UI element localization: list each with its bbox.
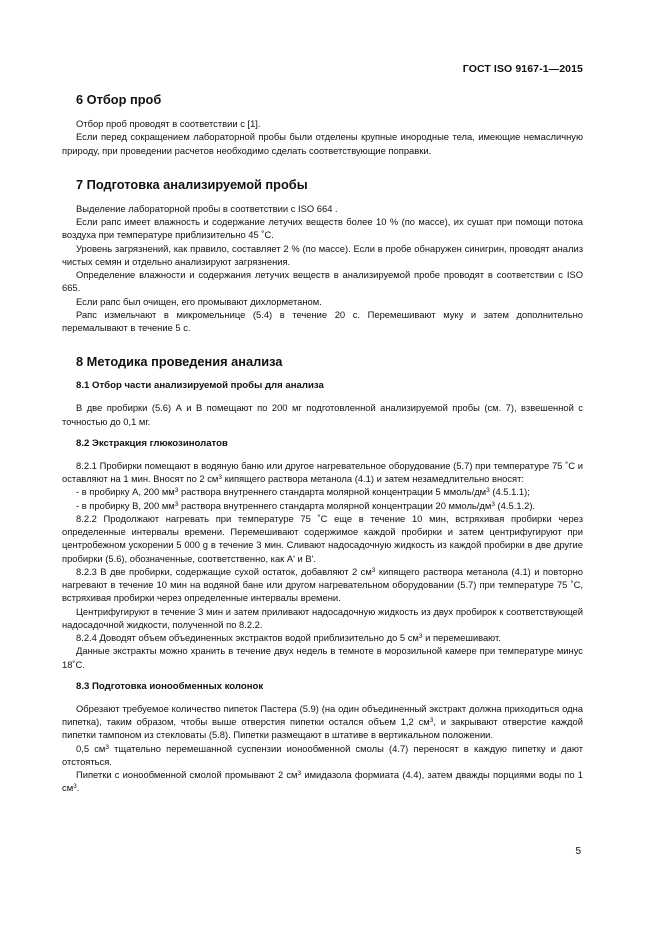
list-item-tube-b: - в пробирку В, 200 $мм^3$ раствора внутреннего стандарта молярной концентрации 20 ммоль/$дм^3$ (4.5.1.2). bbox=[76, 499, 536, 511]
paragraph-8-2-4-continued: Данные экстракты можно хранить в течение двух недель в темноте в морозильной камере при температуре минус 18˚С. bbox=[62, 645, 583, 670]
section-7-title: 7 Подготовка анализируемой пробы bbox=[76, 176, 308, 192]
subsection-8-2-title: 8.2 Экстракция глюкозинолатов bbox=[76, 437, 228, 449]
paragraph-8-3-3: Пипетки с ионообменной смолой промывают 2 $см^3$ имидазола формиата (4.4), затем дважды порциями воды по 1 $см^3$. bbox=[62, 769, 583, 794]
paragraph-8-2-2: 8.2.2 Продолжают нагревать при температуре 75 ˚С еще в течение 10 мин, встряхивая пробирки через определенные интервалы времени. Перемешивают содержимое каждой пробирки и затем центрифугируют при центробежном ускорении 5 000 g в течение 3 мин. Сливают надосадочную жидкость из каждой пробирки в две другие пробирки (5.6), обозначенные, соответственно, как А' и В'. bbox=[62, 512, 583, 564]
paragraph-8-2-1: 8.2.1 Пробирки помещают в водяную баню или другое нагревательное оборудование (5.7) при температуре 75 ˚С и оставляют на 1 мин. Вносят по 2 $см^3$ кипящего раствора метанола (4.1) и затем незамедлительно вносят: bbox=[62, 459, 583, 484]
section-7-paragraph-2: Если рапс имеет влажность и содержание летучих веществ более 10 % (по массе), их сушат при помощи потока воздуха при температуре приблизительно 45 ˚С. bbox=[62, 216, 583, 241]
section-6-paragraph-1: Отбор проб проводят в соответствии с [1]. bbox=[76, 118, 261, 129]
section-7-paragraph-6: Рапс измельчают в микромельнице (5.4) в течение 20 с. Перемешивают муку и затем дополнительно перемалывают в течение 5 с. bbox=[62, 308, 583, 333]
page-content bbox=[62, 92, 583, 795]
subsection-8-1-paragraph: В две пробирки (5.6) А и В помещают по 200 мг подготовленной анализируемой пробы (см. 7), взвешенной с точностью до 0,1 мг. bbox=[62, 402, 583, 427]
list-item-tube-a: - в пробирку А, 200 $мм^3$ раствора внутреннего стандарта молярной концентрации 5 ммоль/$дм^3$ (4.5.1.1); bbox=[76, 486, 530, 498]
paragraph-8-2-3-continued: Центрифугируют в течение 3 мин и затем приливают надосадочную жидкость из двух пробирок к соответствующей надосадочной жидкости, полученной по 8.2.2. bbox=[62, 605, 583, 630]
section-7-paragraph-3: Уровень загрязнений, как правило, составляет 2 % (по массе). Если в пробе обнаружен синигрин, проводят анализ чистых семян и отдельно анализируют загрязнения. bbox=[62, 242, 583, 267]
section-7-paragraph-1: Выделение лабораторной пробы в соответствии с ISO 664 . bbox=[76, 202, 338, 214]
section-6-title: 6 Отбор проб bbox=[76, 92, 162, 107]
section-7-paragraph-5: Если рапс был очищен, его промывают дихлорметаном. bbox=[76, 295, 322, 307]
section-8-title: 8 Методика проведения анализа bbox=[76, 354, 283, 370]
subsection-8-3-title: 8.3 Подготовка ионообменных колонок bbox=[76, 680, 264, 692]
paragraph-8-3-1: Обрезают требуемое количество пипеток Пастера (5.9) (на один объединенный экстракт должна приходиться одна пипетка), таким образом, чтобы выше отверстия пипетки остался объем 1,2 $см^3$, и закрывают отверстие каждой пипетки тампоном из стекловаты (5.8). Пипетки размещают в штативе в вертикальном положении. bbox=[62, 702, 583, 741]
section-6-paragraph-2: Если перед сокращением лабораторной пробы были отделены крупные инородные тела, имеющие немасличную природу, при проведении расчетов необходимо сделать соответствующие поправки. bbox=[62, 131, 583, 156]
paragraph-8-2-4: 8.2.4 Доводят объем объединенных экстрактов водой приблизительно до 5 $см^3$ и перемешивают. bbox=[76, 632, 501, 643]
page-number: 5 bbox=[575, 846, 581, 857]
subsection-8-1-title: 8.1 Отбор части анализируемой пробы для анализа bbox=[76, 380, 324, 392]
section-7-paragraph-4: Определение влажности и содержания летучих веществ в анализируемой пробе проводят в соответствии с ISO 665. bbox=[62, 269, 583, 294]
paragraph-8-3-2: 0,5 $см^3$ тщательно перемешанной суспензии ионообменной смолы (4.7) переносят в каждую пипетку и дают отстояться. bbox=[62, 742, 583, 767]
paragraph-8-2-3: 8.2.3 В две пробирки, содержащие сухой остаток, добавляют 2 $см^3$ кипящего раствора метанола (4.1) и повторно нагревают в течение 10 мин на водяной бане или другом нагревательном оборудовании (5.7) при температуре 75 ˚С, встряхивая пробирки через определенные интервалы времени. bbox=[62, 565, 584, 604]
document-code: ГОСТ ISO 9167-1—2015 bbox=[462, 63, 583, 75]
